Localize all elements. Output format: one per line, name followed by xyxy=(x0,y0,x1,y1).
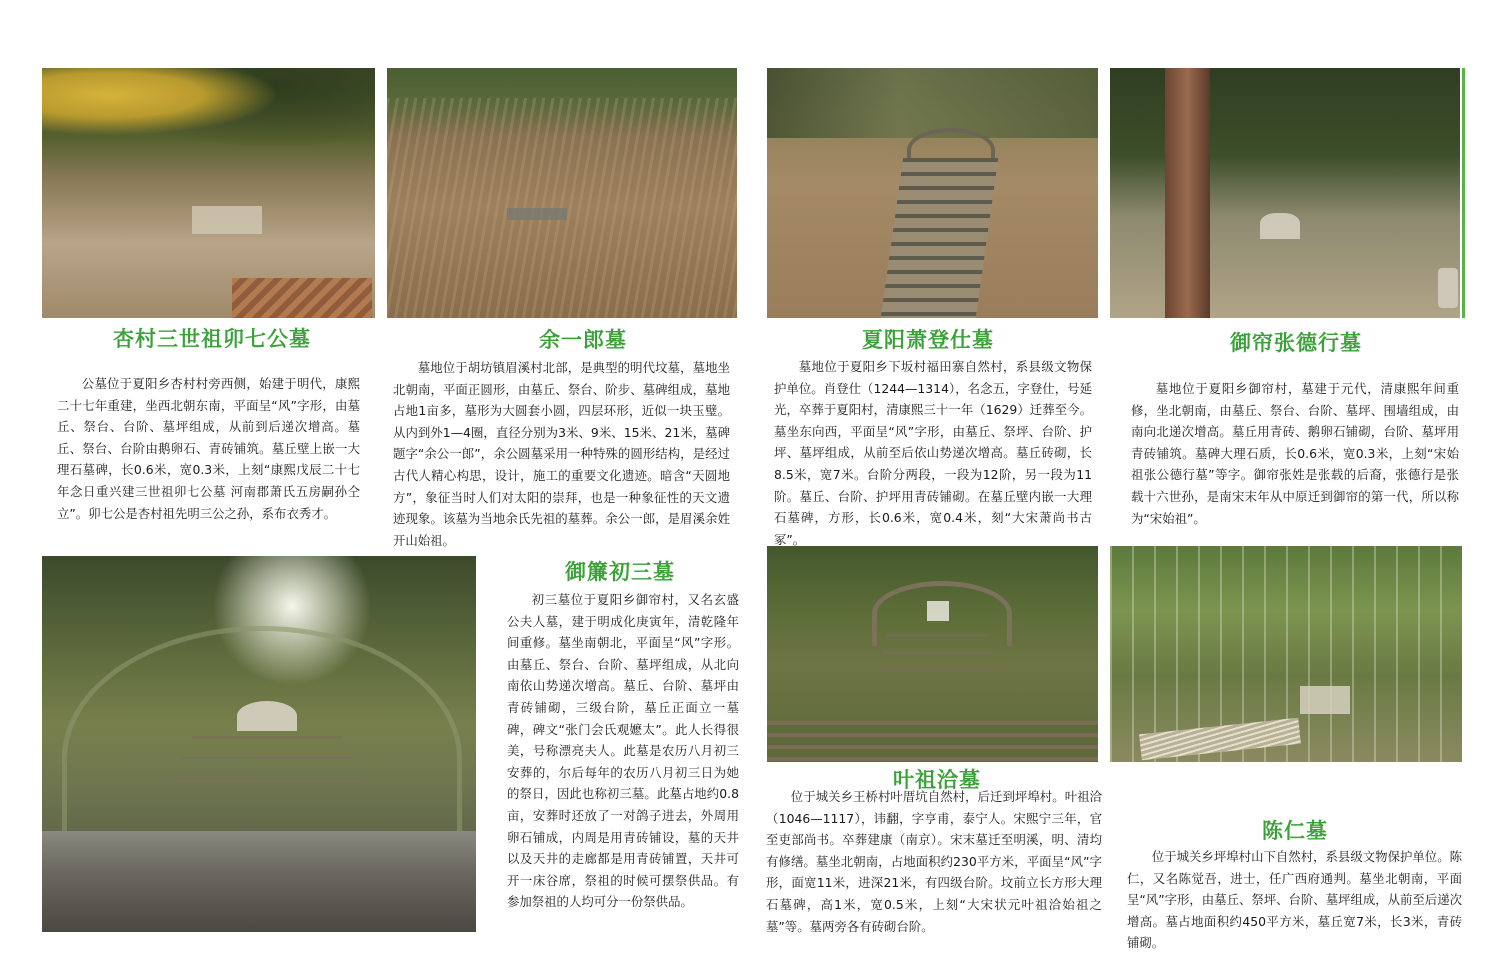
accent-bar-top xyxy=(1462,68,1465,318)
section-body-yuyilang: 墓地位于胡坊镇眉溪村北部，是典型的明代坟墓，墓地坐北朝南，平面正圆形，由墓丘、祭台、阶步、墓碑组成，墓地占地1亩多，墓形为大圆套小圆，四层环形，近似一块玉璧。从内到外1—4圈，直径分别为3米、9米、15米、21米，墓碑题字“余公一郎”，余公圆墓采用一种特殊的圆形结构，是经过古代人精心构思，设计，施工的重要文化遗迹。暗含“天圆地方”，象征当时人们对太阳的崇拜，也是一种象征性的天文遗迹现象。该墓为当地余氏先祖的墓葬。余公一郎，是眉溪余姓开山始祖。 xyxy=(393,360,730,548)
section-body-xingcun: 公墓位于夏阳乡杏村村旁西侧，始建于明代，康熙二十七年重建，坐西北朝东南，平面呈“风”字形，由墓丘、祭台、台阶、墓坪组成，从前到后递次增高。墓丘、祭台、台阶由鹅卵石、青砖铺筑。墓丘壁上嵌一大理石墓碑，长0.6米，宽0.3米，上刻“康熙戊辰二十七年念日重兴建三世祖卯七公墓 河南郡萧氏五房嗣孙仝立”。卯七公是杏村祖先明三公之孙，系布衣秀才。 xyxy=(57,376,360,521)
section-title-yezuqia: 叶祖洽墓 xyxy=(893,768,981,792)
photo-xingcun-tomb xyxy=(42,68,375,318)
photo-chusan-tomb xyxy=(42,556,476,932)
section-title-chusan: 御簾初三墓 xyxy=(565,560,675,584)
section-title-chenren: 陈仁墓 xyxy=(1262,819,1328,843)
photo-xiaodengshi-tomb xyxy=(767,68,1098,318)
section-body-chusan: 初三墓位于夏阳乡御帘村，又名玄盛公夫人墓，建于明成化庚寅年，清乾隆年间重修。墓坐南朝北，平面呈“风”字形。由墓丘、祭台、台阶、墓坪组成，从北向南依山势递次增高。墓丘、台阶、墓坪由青砖铺砌，三级台阶，墓丘正面立一墓碑，碑文“张门会氏观嬷太”。此人长得很美，号称漂亮夫人。此墓是农历八月初三安葬的，尔后每年的农历八月初三日为她的祭日，因此也称初三墓。此墓占地约0.8亩，安葬时还放了一对鸽子进去，外周用卵石铺成，内周是用青砖铺设，墓的天井以及天井的走廊都是用青砖铺置，天井可开一床谷席，祭祖的时候可摆祭供品。有参加祭祖的人均可分一份祭供品。 xyxy=(507,592,739,910)
section-body-zhangdexing: 墓地位于夏阳乡御帘村，墓建于元代，清康熙年间重修，坐北朝南，由墓丘、祭台、台阶、墓坪、围墙组成，由南向北递次增高。墓丘用青砖、鹅卵石铺砌，台阶、墓坪用青砖铺筑。墓碑大理石质，长0.6米，宽0.3米，上刻“宋始祖张公德行墓”等字。御帘张姓是张载的后裔，张德行是张载十六世孙，是南宋末年从中原迁到御帘的第一代，所以称为“宋始祖”。 xyxy=(1131,381,1459,526)
section-title-xiaodengshi: 夏阳萧登仕墓 xyxy=(862,328,994,352)
photo-yuyilang-tomb xyxy=(387,68,737,318)
photo-chenren-tomb xyxy=(1110,546,1462,762)
section-body-xiaodengshi: 墓地位于夏阳乡下坂村福田寨自然村，系县级文物保护单位。肖登仕（1244—1314），名念五，字登仕，号延光，卒葬于夏阳村，清康熙三十一年（1629）迁葬至今。墓坐东向西，平面呈“风”字形，由墓丘、祭坪、台阶、护坪、墓坪组成，从前至后依山势递次增高。墓丘砖砌，长8.5米，宽7米。台阶分两段，一段为12阶，另一段为11阶。墓丘、台阶、护坪用青砖铺砌。在墓丘壁内嵌一大理石墓碑，方形，长0.6米，宽0.4米，刻“大宋萧尚书古冢”。 xyxy=(774,359,1092,547)
section-title-xingcun: 杏村三世祖卯七公墓 xyxy=(113,327,311,351)
photo-yezuqia-tomb xyxy=(767,546,1098,762)
photo-zhangdexing-tomb xyxy=(1110,68,1460,318)
section-title-yuyilang: 余一郎墓 xyxy=(539,328,627,352)
section-body-chenren: 位于城关乡坪埠村山下自然村，系县级文物保护单位。陈仁，又名陈觉吾，进士，任广西府通判。墓坐北朝南，平面呈“风”字形，由墓丘、祭坪、台阶、墓坪组成，从前至后递次增高。墓占地面积约450平方米，墓丘宽7米，长3米，青砖铺砌。 xyxy=(1127,849,1462,951)
section-title-zhangdexing: 御帘张德行墓 xyxy=(1230,331,1362,355)
section-body-yezuqia: 位于城关乡王桥村叶厝坑自然村，后迁到坪埠村。叶祖洽（1046—1117），讳翻，字亨甫，泰宁人。宋熙宁三年，官至吏部尚书。卒葬建康（南京）。宋末墓迁至明溪，明、清均有修缮。墓坐北朝南，占地面积约230平方米，平面呈“风”字形，面宽11米，进深21米，有四级台阶。坟前立长方形大理石墓碑，高1米，宽0.5米，上刻“大宋状元叶祖洽始祖之墓”等。墓两旁各有砖砌台阶。 xyxy=(766,789,1102,934)
